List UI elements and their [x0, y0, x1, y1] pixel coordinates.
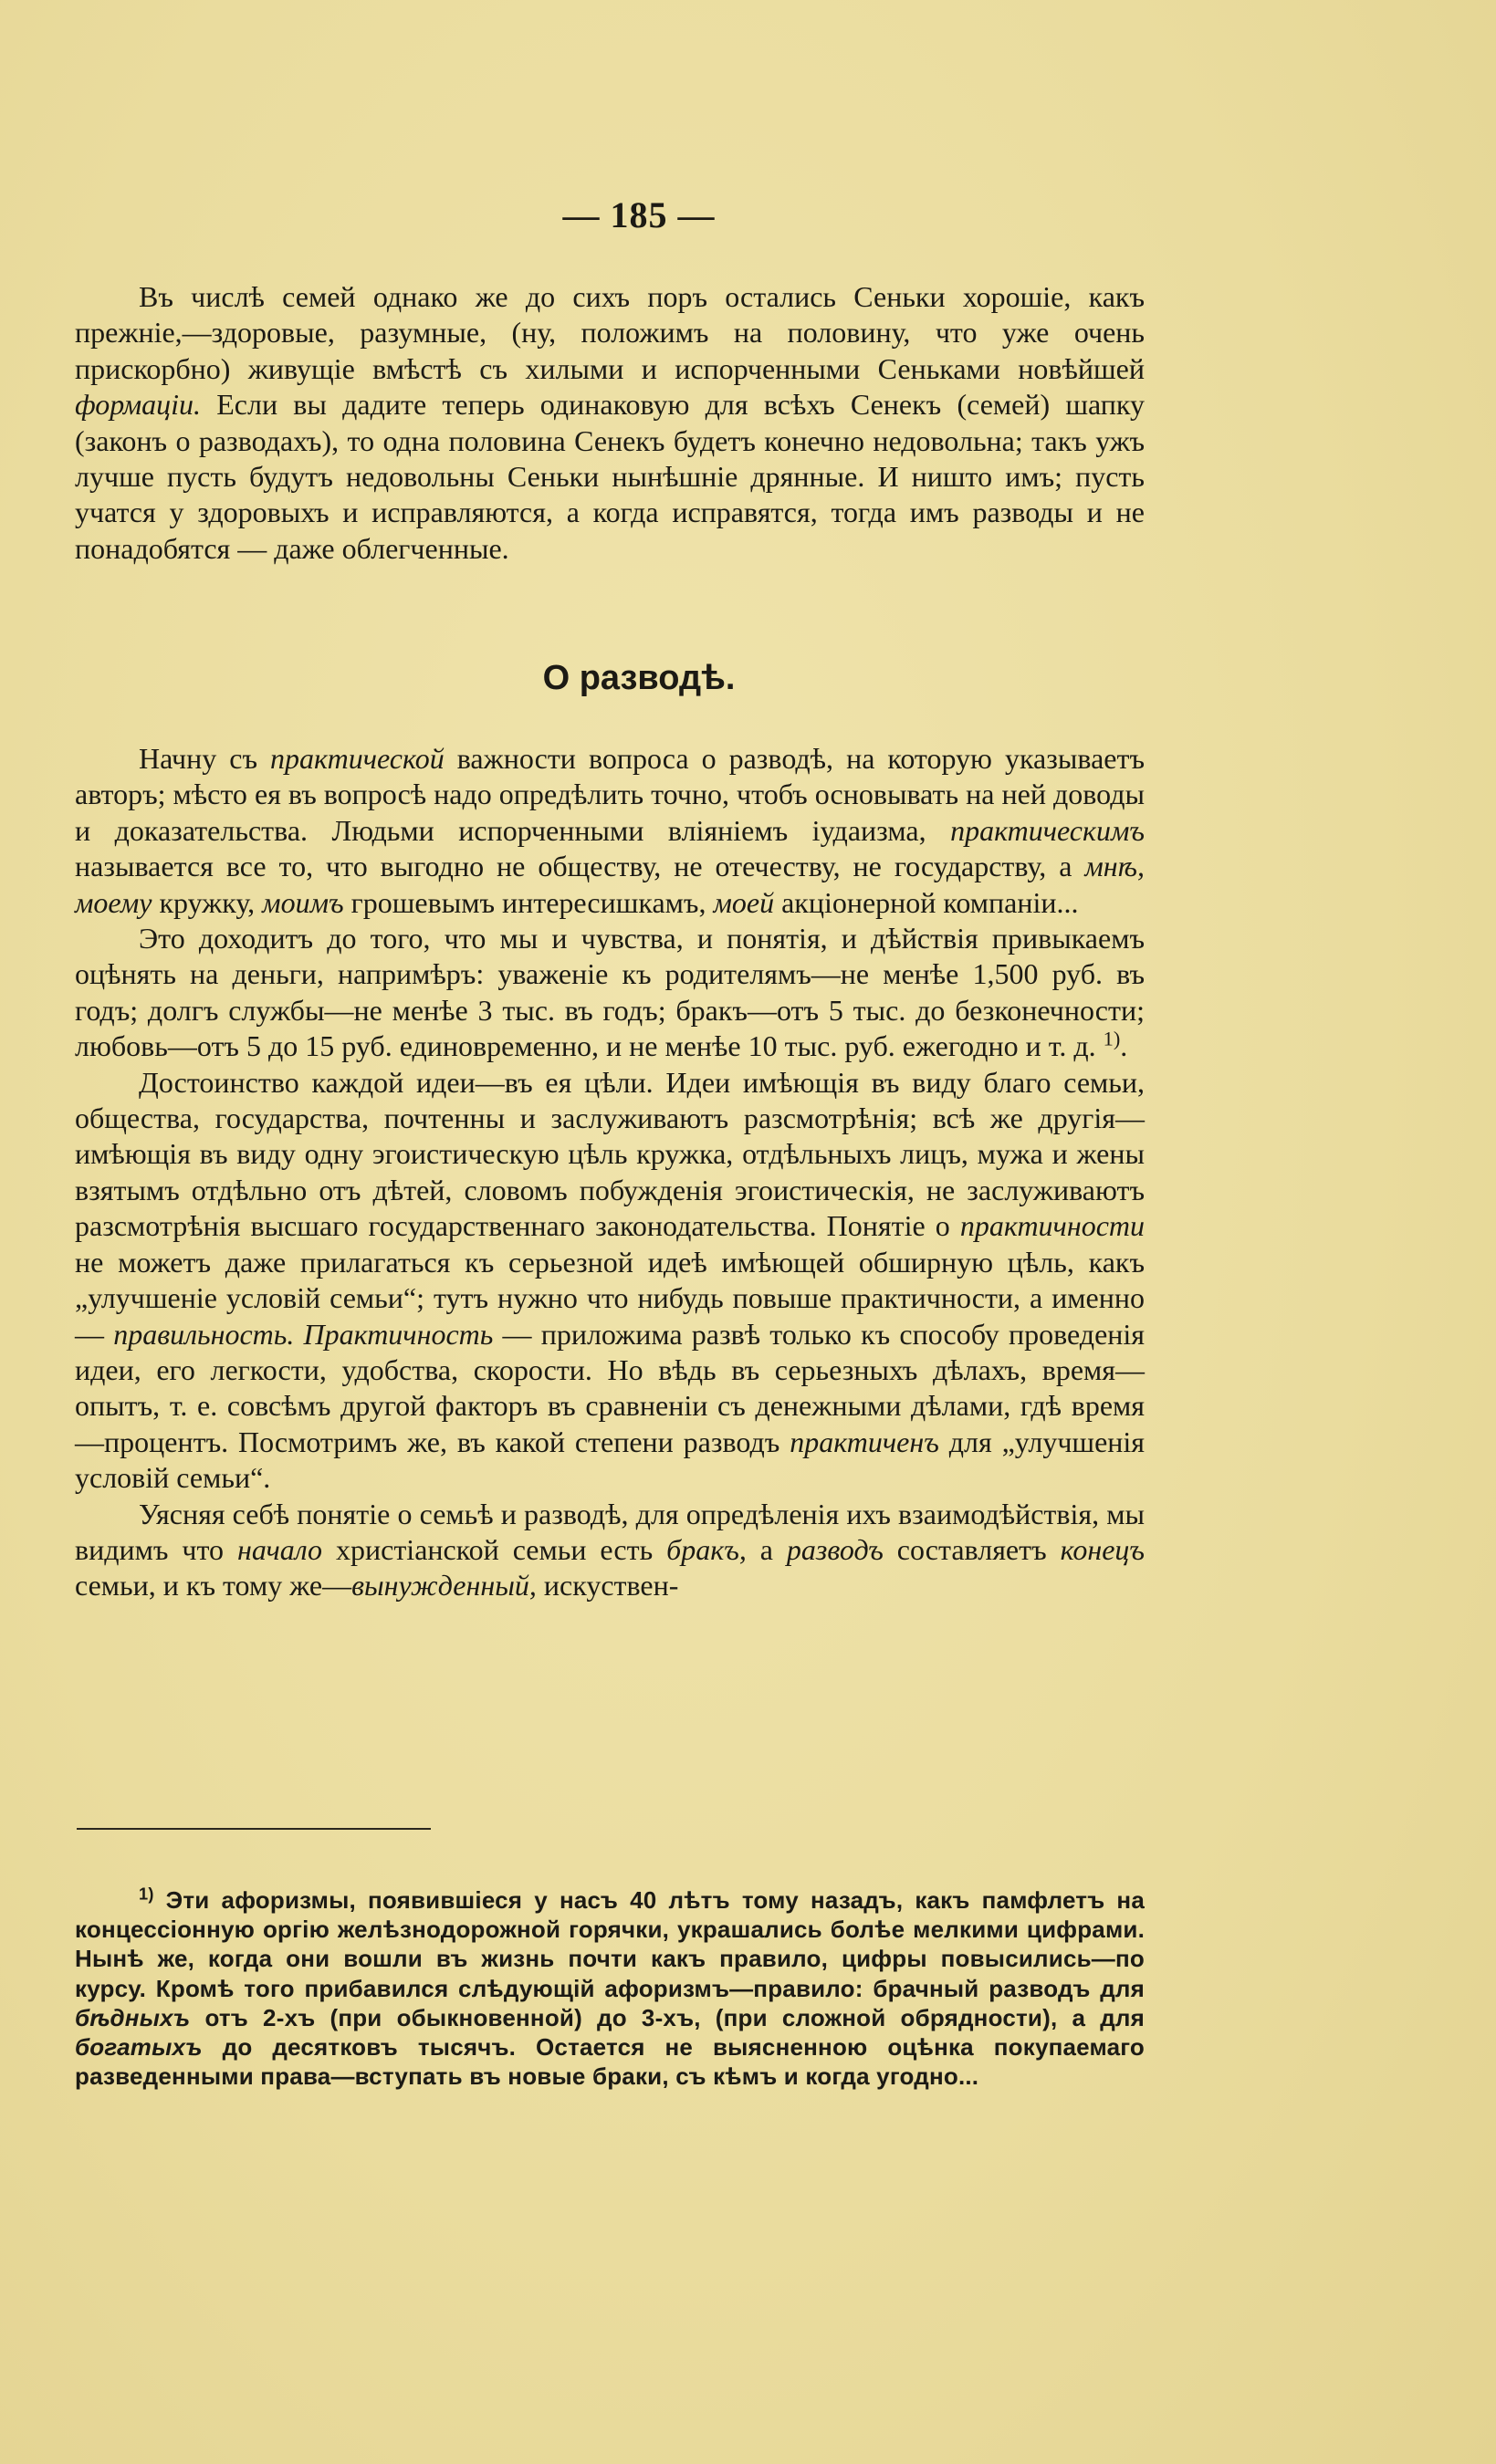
italic-text: практическимъ: [950, 813, 1145, 847]
text-run: Достоинство каждой идеи—въ ея цѣли. Идеи имѣющія въ виду благо семьи, общества, государства, почтенны и заслуживаютъ разсмотрѣнія; всѣ же другія—имѣющія въ виду одну эгоистическую цѣль кружка, отдѣльныхъ лицъ, мужа и жены взятымъ отдѣльно отъ дѣтей, словомъ побужденія эгоистическія, не заслуживаютъ разсмотрѣнія высшаго государственнаго законодательства. Понятіе о: [75, 1065, 1145, 1243]
italic-text: вынужденный,: [351, 1569, 537, 1603]
text-run: семьи, и къ тому же—: [75, 1569, 352, 1603]
italic-text: практической: [270, 742, 445, 775]
italic-text: моей: [713, 885, 775, 919]
main-text: [75, 741, 1145, 1604]
footnote: [75, 1885, 1145, 2091]
text-run: отъ 2-хъ (при обыкновенной) до 3-хъ, (при сложной обрядности), а для: [190, 2003, 1145, 2031]
text-run: — приложима развѣ только къ способу проведенія идеи, его легкости, удобства, скорости. Но вѣдь въ серьезныхъ дѣлахъ, время—опытъ, т. е. совсѣмъ другой факторъ въ сравненіи съ денежными дѣлами, гдѣ время—процентъ. Посмотримъ же, въ какой степени разводъ: [75, 1317, 1145, 1458]
text-run: составляетъ: [883, 1532, 1061, 1566]
paragraph: [75, 1497, 1145, 1604]
text-run: христіанской семьи есть: [322, 1532, 667, 1566]
paragraph: [75, 741, 1145, 921]
italic-text: начало: [236, 1532, 323, 1566]
italic-text: мнѣ, моему: [75, 850, 1145, 919]
italic-text: богатыхъ: [75, 2033, 203, 2062]
text-run: Эти афоризмы, появившіеся у насъ 40 лѣтъ тому назадъ, какъ памфлетъ на концессіонную оргію желѣзнодорожной горячки, украшались болѣе мелкими цифрами. Нынѣ же, когда они вошли въ жизнь почти какъ правило, цифры повысились—по курсу. Кромѣ того прибавился слѣдующій афоризмъ—правило: брачный разводъ для: [75, 1886, 1145, 2002]
section-title: О разводѣ.: [542, 659, 736, 697]
page-number: — 185 —: [562, 194, 716, 235]
text-run: грошевымъ интересишкамъ,: [343, 885, 714, 919]
text-run: важности вопроса о разводѣ, на которую указываетъ авторъ; мѣсто ея въ вопросѣ надо опредѣлить точно, чтобъ основывать на ней доводы и доказательства. Людьми испорченными вліяніемъ іудаизма,: [75, 742, 1146, 847]
text-run: [294, 1318, 303, 1351]
text-run: .: [1120, 1029, 1128, 1063]
footnote-divider: [77, 1828, 431, 1830]
footnote-marker: 1): [139, 1885, 154, 1904]
italic-text: формаціи.: [75, 388, 202, 422]
italic-text: практиченъ: [790, 1425, 939, 1458]
text-run: Начну съ: [139, 742, 271, 775]
text-run: называется все то, что выгодно не обществу, не отечеству, не государству, а: [75, 850, 1085, 883]
text-run: Это доходитъ до того, что мы и чувства, и понятія, и дѣйствія привыкаемъ оцѣнять на деньги, напримѣръ: уваженіе къ родителямъ—не менѣе 1,500 руб. въ годъ; долгъ службы—не менѣе 3 тыс. въ годъ; бракъ—отъ 5 тыс. до безконечности; любовь—отъ 5 до 15 руб. единовременно, и не менѣе 10 тыс. руб. ежегодно и т. д.: [75, 922, 1145, 1063]
footnote-marker: 1): [1103, 1027, 1121, 1050]
italic-text: моимъ: [262, 885, 344, 919]
text-run: искуствен-: [536, 1569, 679, 1603]
text-run: Если вы дадите теперь одинаковую для всѣхъ Сенекъ (семей) шапку (законъ о разводахъ), то одна половина Сенекъ будетъ конечно недовольна; такъ ужъ лучше пусть будутъ недовольны Сеньки нынѣшніе дрянные. И ништо имъ; пусть учатся у здоровыхъ и исправляются, а когда исправятся, тогда имъ разводы и не понадобятся — даже облегченные.: [75, 388, 1145, 565]
text-run: не можетъ даже прилагаться къ серьезной идеѣ имѣющей обширную цѣль, какъ „улучшеніе условій семьи“; тутъ нужно что нибудь повыше практичности, а именно —: [75, 1245, 1145, 1351]
text-run: до десятковъ тысячъ. Остается не выясненною оцѣнка покупаемаго разведенными права—вступать въ новые браки, съ кѣмъ и когда угодно...: [75, 2033, 1145, 2091]
italic-text: Практичность: [303, 1317, 494, 1351]
paragraph: [75, 1065, 1145, 1497]
text-run: кружку,: [152, 885, 263, 919]
text-run: Въ числѣ семей однако же до сихъ поръ остались Сеньки хорошіе, какъ прежніе,—здоровые, разумные, (ну, положимъ на половину, что уже очень прискорбно) живущіе вмѣстѣ съ хилыми и испорченными Сеньками новѣйшей: [75, 280, 1145, 385]
italic-text: правильность.: [113, 1317, 295, 1351]
text-run: а: [746, 1532, 787, 1566]
text-run: акціонерной компаніи...: [774, 885, 1079, 919]
italic-text: разводъ: [786, 1532, 884, 1566]
paragraph: [75, 921, 1145, 1065]
italic-text: конецъ: [1060, 1532, 1146, 1566]
text-run: Уясняя себѣ понятіе о семьѣ и разводѣ, для опредѣленія ихъ взаимодѣйствія, мы видимъ что: [75, 1497, 1145, 1566]
italic-text: практичности: [959, 1209, 1145, 1243]
italic-text: бѣдныхъ: [75, 2003, 191, 2031]
italic-text: бракъ,: [666, 1532, 747, 1566]
intro-paragraph: [75, 279, 1145, 567]
text-run: для „улучшенія условій семьи“.: [75, 1425, 1146, 1495]
